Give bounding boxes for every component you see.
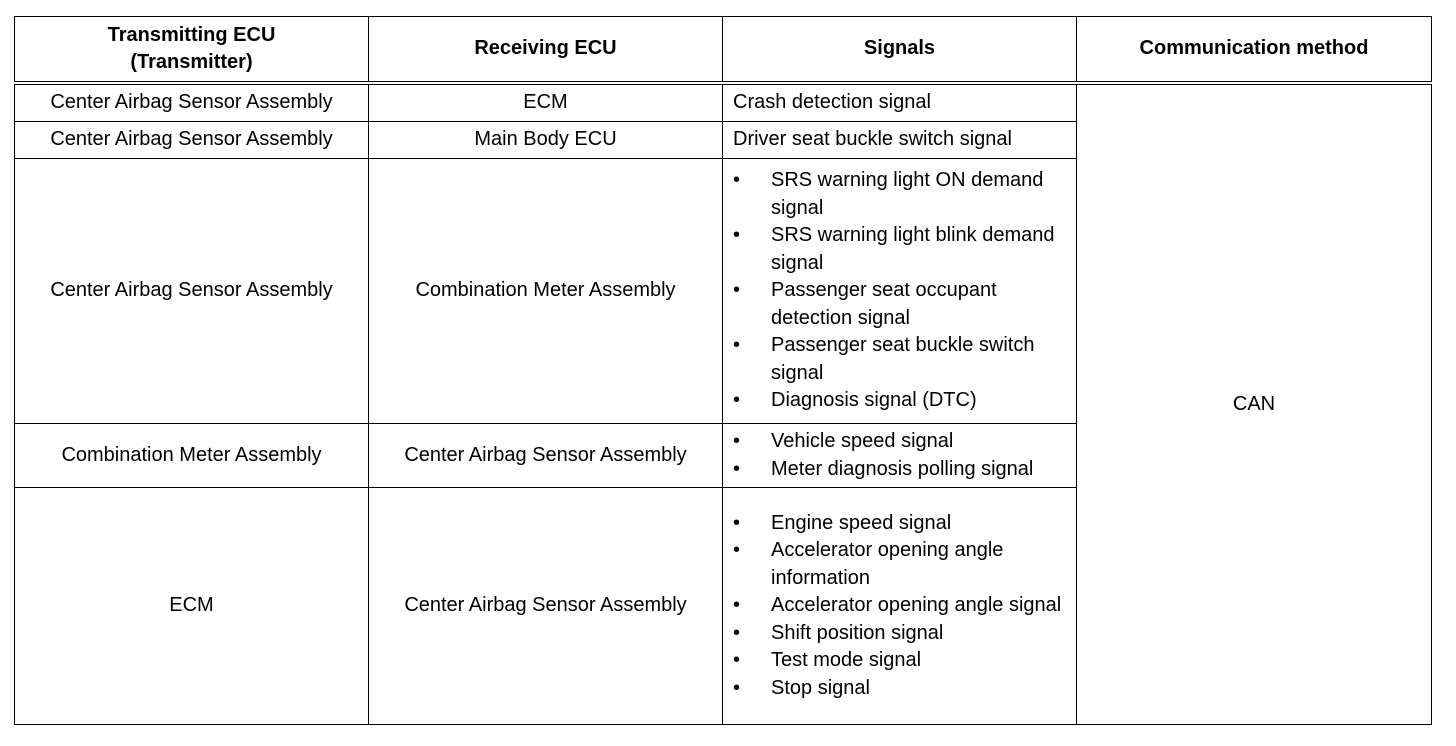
communication-method-cell: CAN bbox=[1077, 83, 1432, 725]
signal-cell: Driver seat buckle switch signal bbox=[723, 122, 1077, 159]
transmitter-cell: Center Airbag Sensor Assembly bbox=[15, 83, 369, 122]
ecu-communication-table bbox=[14, 16, 1432, 725]
transmitter-cell: Center Airbag Sensor Assembly bbox=[15, 122, 369, 159]
table-body bbox=[15, 83, 1432, 725]
table-row bbox=[15, 83, 1432, 122]
list-item bbox=[733, 428, 1070, 456]
header-communication-method: Communication method bbox=[1077, 17, 1432, 84]
signal-text: Engine speed signal bbox=[771, 511, 952, 534]
receiver-cell: Main Body ECU bbox=[369, 122, 723, 159]
list-item bbox=[733, 222, 1070, 277]
bullet-icon: • bbox=[733, 511, 741, 534]
list-item bbox=[733, 510, 1070, 538]
header-transmitting-ecu bbox=[15, 17, 369, 84]
bullet-icon: • bbox=[733, 676, 741, 699]
receiver-cell: Combination Meter Assembly bbox=[369, 159, 723, 424]
signal-text: Passenger seat occupant detection signal bbox=[771, 279, 997, 329]
transmitter-cell: Center Airbag Sensor Assembly bbox=[15, 159, 369, 424]
signal-text: Test mode signal bbox=[771, 649, 922, 672]
bullet-icon: • bbox=[733, 279, 741, 302]
list-item bbox=[733, 387, 1070, 415]
bullet-icon: • bbox=[733, 334, 741, 357]
bullet-icon: • bbox=[733, 224, 741, 247]
bullet-icon: • bbox=[733, 169, 741, 192]
signal-list bbox=[733, 167, 1070, 415]
transmitter-cell: ECM bbox=[15, 488, 369, 725]
transmitter-cell: Combination Meter Assembly bbox=[15, 424, 369, 488]
bullet-icon: • bbox=[733, 621, 741, 644]
signal-text: Diagnosis signal (DTC) bbox=[771, 389, 977, 412]
signal-text: Accelerator opening angle information bbox=[771, 539, 1004, 589]
table-header bbox=[15, 17, 1432, 84]
header-transmitting-ecu-line1: Transmitting ECU bbox=[107, 24, 276, 46]
signal-text: Vehicle speed signal bbox=[771, 430, 954, 452]
list-item bbox=[733, 167, 1070, 222]
header-receiving-ecu: Receiving ECU bbox=[369, 17, 723, 84]
list-item bbox=[733, 537, 1070, 592]
signal-text: Shift position signal bbox=[771, 621, 944, 644]
bullet-icon: • bbox=[733, 539, 741, 562]
signal-cell bbox=[723, 159, 1077, 424]
list-item bbox=[733, 456, 1070, 484]
signal-text: SRS warning light blink demand signal bbox=[771, 224, 1055, 274]
receiver-cell: ECM bbox=[369, 83, 723, 122]
bullet-icon: • bbox=[733, 457, 741, 480]
signal-cell: Crash detection signal bbox=[723, 83, 1077, 122]
signal-list bbox=[733, 428, 1070, 483]
signal-text: Meter diagnosis polling signal bbox=[771, 457, 1034, 480]
signal-cell bbox=[723, 488, 1077, 725]
signal-cell bbox=[723, 424, 1077, 488]
list-item bbox=[733, 647, 1070, 675]
bullet-icon: • bbox=[733, 649, 741, 672]
list-item bbox=[733, 620, 1070, 648]
receiver-cell: Center Airbag Sensor Assembly bbox=[369, 488, 723, 725]
list-item bbox=[733, 277, 1070, 332]
list-item bbox=[733, 592, 1070, 620]
header-row bbox=[15, 17, 1432, 84]
signal-text: Accelerator opening angle signal bbox=[771, 594, 1062, 617]
bullet-icon: • bbox=[733, 594, 741, 617]
signal-text: Passenger seat buckle switch signal bbox=[771, 334, 1035, 384]
list-item bbox=[733, 332, 1070, 387]
header-signals: Signals bbox=[723, 17, 1077, 84]
signal-list bbox=[733, 510, 1070, 703]
signal-text: SRS warning light ON demand signal bbox=[771, 169, 1044, 219]
bullet-icon: • bbox=[733, 389, 741, 412]
receiver-cell: Center Airbag Sensor Assembly bbox=[369, 424, 723, 488]
list-item bbox=[733, 675, 1070, 703]
header-transmitting-ecu-line2: (Transmitter) bbox=[130, 51, 253, 73]
bullet-icon: • bbox=[733, 430, 741, 452]
signal-text: Stop signal bbox=[771, 676, 870, 699]
